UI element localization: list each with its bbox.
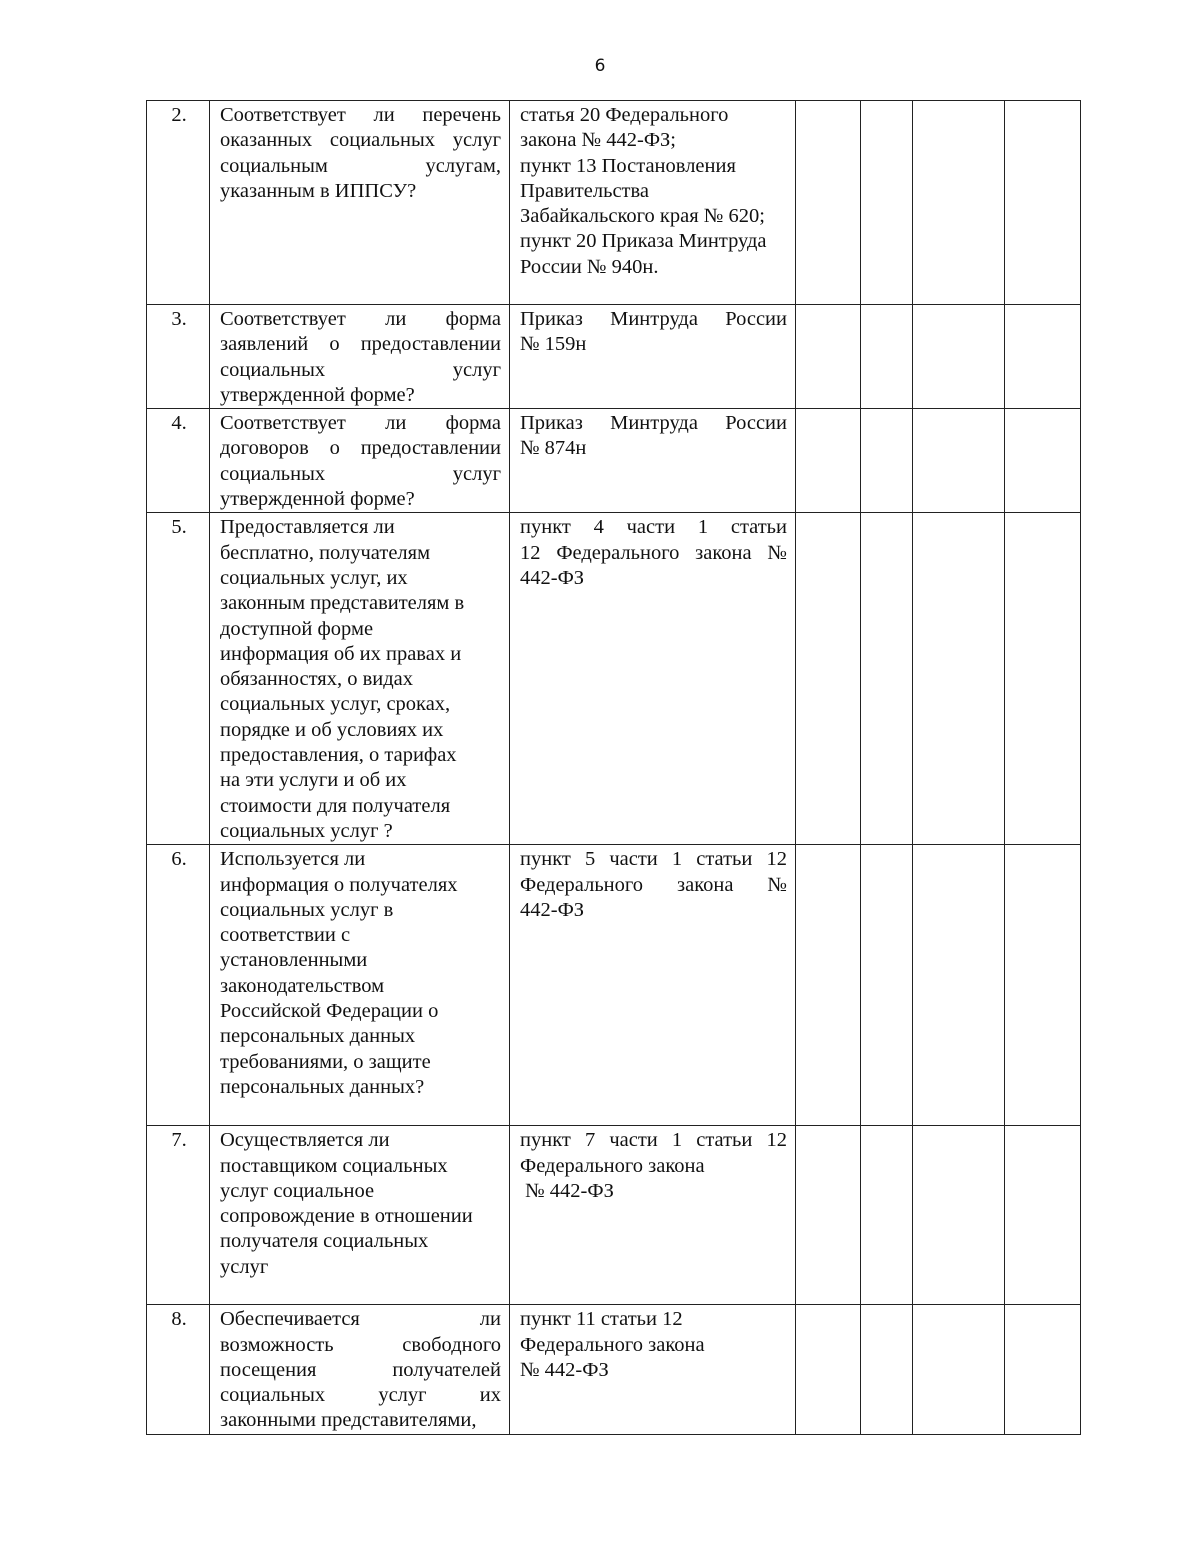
table-row <box>147 409 1081 513</box>
legal-basis-line: статья 20 Федерального <box>520 104 729 126</box>
answer-yes-cell <box>796 1305 861 1434</box>
note-cell <box>1005 101 1081 305</box>
table-row <box>147 845 1081 1126</box>
question-line: заявлений о предоставлении <box>220 333 501 356</box>
answer-no-cell <box>861 513 913 845</box>
checklist-table <box>146 100 1081 1435</box>
answer-no-cell <box>861 845 913 1126</box>
question-line: Соответствует ли форма <box>220 308 501 330</box>
legal-basis-cell <box>510 845 796 1126</box>
answer-no-cell <box>861 1126 913 1305</box>
legal-basis-line: 12 Федерального закона № <box>520 541 787 564</box>
table-row <box>147 1305 1081 1434</box>
note-cell <box>1005 1126 1081 1305</box>
question-line: Обеспечивается ли <box>220 1308 501 1331</box>
question-line: требованиями, о защите <box>220 1050 431 1073</box>
not-applicable-cell <box>913 1126 1005 1305</box>
question-cell <box>210 1126 510 1305</box>
legal-basis-line: 442-ФЗ <box>520 898 585 921</box>
question-line: соответствии с <box>220 924 351 947</box>
answer-yes-cell <box>796 101 861 305</box>
legal-basis-line: № 442-ФЗ <box>520 1179 614 1202</box>
legal-basis-line: Федерального закона № <box>520 873 787 896</box>
answer-no-cell <box>861 1305 913 1434</box>
question-line: Соответствует ли форма <box>220 412 501 435</box>
note-cell <box>1005 1305 1081 1434</box>
not-applicable-cell <box>913 1305 1005 1434</box>
legal-basis-line: № 874н <box>520 437 587 460</box>
note-cell <box>1005 409 1081 513</box>
not-applicable-cell <box>913 409 1005 513</box>
question-line: услуг <box>220 1255 269 1278</box>
answer-yes-cell <box>796 1126 861 1305</box>
question-line: на эти услуги и об их <box>220 769 407 792</box>
not-applicable-cell <box>913 101 1005 305</box>
question-cell <box>210 1305 510 1434</box>
not-applicable-cell <box>913 845 1005 1126</box>
legal-basis-line: № 159н <box>520 333 587 356</box>
question-cell <box>210 305 510 409</box>
legal-basis-line: Федерального закона <box>520 1154 705 1177</box>
question-line: обязанностях, о видах <box>220 668 414 691</box>
legal-basis-line: 442-ФЗ <box>520 566 585 589</box>
question-line: указанным в ИППСУ? <box>220 179 417 202</box>
legal-basis-line: Федерального закона <box>520 1333 705 1356</box>
answer-no-cell <box>861 101 913 305</box>
table-row <box>147 513 1081 845</box>
row-number: 5. <box>147 513 210 845</box>
legal-basis-cell <box>510 305 796 409</box>
row-number: 7. <box>147 1126 210 1305</box>
question-line: персональных данных? <box>220 1075 425 1098</box>
question-cell <box>210 513 510 845</box>
legal-basis-line: пункт 7 части 1 статьи 12 <box>520 1129 787 1152</box>
legal-basis-line: № 442-ФЗ <box>520 1358 609 1381</box>
legal-basis-cell <box>510 101 796 305</box>
question-line: услуг социальное <box>220 1179 375 1202</box>
question-line: поставщиком социальных <box>220 1154 448 1177</box>
legal-basis-line: пункт 4 части 1 статьи <box>520 516 787 539</box>
question-line: стоимости для получателя <box>220 794 451 817</box>
question-line: утвержденной форме? <box>220 488 415 511</box>
question-line: законными представителями, <box>220 1409 477 1432</box>
question-cell <box>210 845 510 1126</box>
legal-basis-line: России № 940н. <box>520 255 659 278</box>
answer-yes-cell <box>796 409 861 513</box>
question-cell <box>210 101 510 305</box>
question-line: договоров о предоставлении <box>220 437 501 460</box>
question-line: Осуществляется ли <box>220 1129 390 1152</box>
question-line: персональных данных <box>220 1025 416 1048</box>
question-line: социальных услуг их <box>220 1384 501 1407</box>
answer-yes-cell <box>796 305 861 409</box>
question-line: законодательством <box>220 974 385 997</box>
question-line: Предоставляется ли <box>220 516 395 539</box>
question-line: утвержденной форме? <box>220 383 415 406</box>
not-applicable-cell <box>913 513 1005 845</box>
table-row <box>147 101 1081 305</box>
row-number: 8. <box>147 1305 210 1434</box>
row-number: 4. <box>147 409 210 513</box>
table-row <box>147 1126 1081 1305</box>
legal-basis-line: Забайкальского края № 620; <box>520 205 765 228</box>
question-line: Соответствует ли перечень <box>220 104 501 126</box>
question-line: информация о получателях <box>220 873 458 896</box>
question-line: социальных услуг, их <box>220 566 408 589</box>
legal-basis-line: закона № 442-ФЗ; <box>520 129 676 152</box>
table-row <box>147 305 1081 409</box>
legal-basis-cell <box>510 1305 796 1434</box>
question-line: социальных услуг, сроках, <box>220 693 451 716</box>
legal-basis-line: Приказ Минтруда России <box>520 412 787 435</box>
question-line: законным представителям в <box>220 592 465 615</box>
question-line: Используется ли <box>220 848 366 871</box>
row-number: 6. <box>147 845 210 1126</box>
question-line: бесплатно, получателям <box>220 541 431 564</box>
question-line: предоставления, о тарифах <box>220 744 457 767</box>
answer-no-cell <box>861 409 913 513</box>
row-number: 2. <box>147 101 210 305</box>
question-line: получателя социальных <box>220 1230 429 1253</box>
answer-no-cell <box>861 305 913 409</box>
not-applicable-cell <box>913 305 1005 409</box>
question-line: социальных услуг <box>220 358 501 381</box>
question-line: информация об их правах и <box>220 642 462 665</box>
legal-basis-line: Приказ Минтруда России <box>520 308 787 330</box>
question-line: социальным услугам, <box>220 154 501 177</box>
row-number: 3. <box>147 305 210 409</box>
question-line: посещения получателей <box>220 1358 501 1381</box>
question-line: сопровождение в отношении <box>220 1205 473 1228</box>
legal-basis-cell <box>510 513 796 845</box>
legal-basis-line: Правительства <box>520 179 650 202</box>
question-line: возможность свободного <box>220 1333 501 1356</box>
legal-basis-cell <box>510 1126 796 1305</box>
note-cell <box>1005 513 1081 845</box>
note-cell <box>1005 845 1081 1126</box>
question-cell <box>210 409 510 513</box>
question-line: доступной форме <box>220 617 374 640</box>
question-line: социальных услуг ? <box>220 819 393 842</box>
question-line: порядке и об условиях их <box>220 718 444 741</box>
question-line: установленными <box>220 949 368 972</box>
question-line: оказанных социальных услуг <box>220 129 501 152</box>
answer-yes-cell <box>796 513 861 845</box>
legal-basis-cell <box>510 409 796 513</box>
legal-basis-line: пункт 13 Постановления <box>520 154 736 177</box>
answer-yes-cell <box>796 845 861 1126</box>
legal-basis-line: пункт 11 статьи 12 <box>520 1308 683 1331</box>
page-number: 6 <box>594 56 606 76</box>
question-line: социальных услуг <box>220 462 501 485</box>
legal-basis-line: пункт 5 части 1 статьи 12 <box>520 848 787 871</box>
note-cell <box>1005 305 1081 409</box>
legal-basis-line: пункт 20 Приказа Минтруда <box>520 230 767 253</box>
question-line: социальных услуг в <box>220 898 394 921</box>
question-line: Российской Федерации о <box>220 1000 439 1023</box>
